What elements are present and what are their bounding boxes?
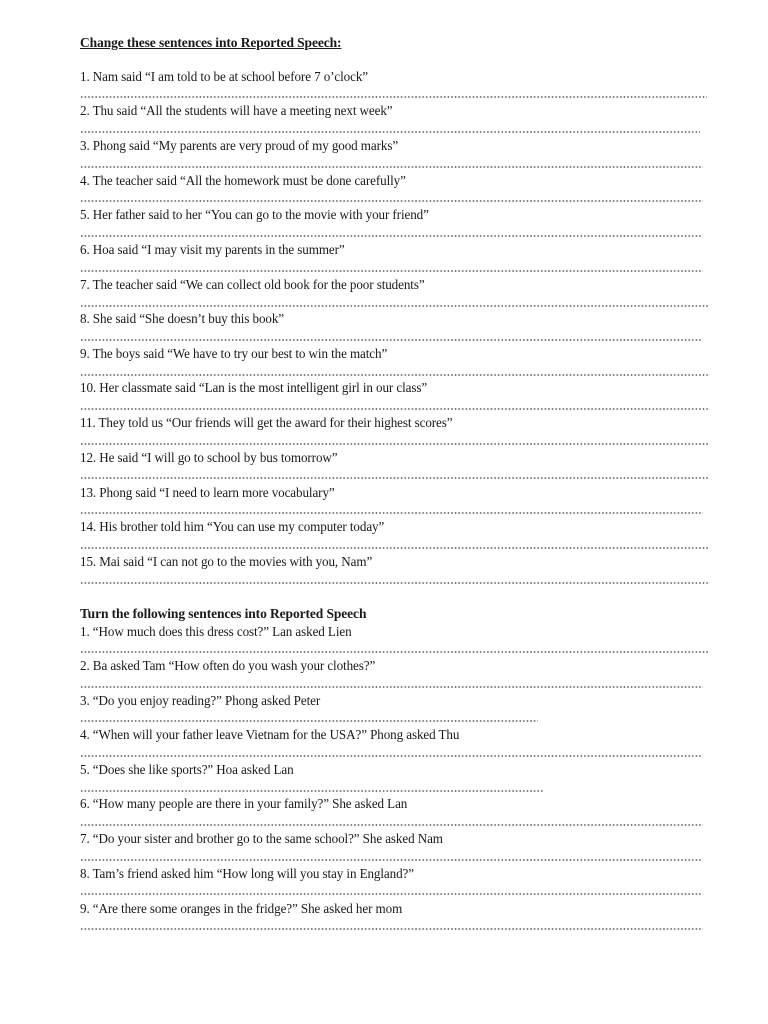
answer-line[interactable] [80, 200, 703, 202]
answer-line[interactable] [80, 790, 543, 792]
answer-line[interactable] [80, 131, 700, 133]
section2-item-9: 9. “Are there some oranges in the fridge?” She asked her mom [80, 901, 403, 916]
answer-line[interactable] [80, 512, 703, 514]
section2-item-8: 8. Tam’s friend asked him “How long will you stay in England?” [80, 866, 414, 881]
section1-item-9: 9. The boys said “We have to try our best to win the match” [80, 346, 388, 361]
answer-line[interactable] [80, 408, 710, 410]
section1-item-1: 1. Nam said “I am told to be at school before 7 o’clock” [80, 69, 369, 84]
answer-line[interactable] [80, 582, 710, 584]
section2-item-2: 2. Ba asked Tam “How often do you wash your clothes?” [80, 658, 376, 673]
answer-line[interactable] [80, 755, 703, 757]
answer-line[interactable] [80, 96, 707, 98]
section1-item-5: 5. Her father said to her “You can go to the movie with your friend” [80, 207, 429, 222]
answer-line[interactable] [80, 270, 703, 272]
answer-line[interactable] [80, 686, 703, 688]
answer-line[interactable] [80, 166, 703, 168]
answer-line[interactable] [80, 547, 710, 549]
answer-line[interactable] [80, 859, 703, 861]
section1-item-2: 2. Thu said “All the students will have a meeting next week” [80, 103, 393, 118]
section1-item-13: 13. Phong said “I need to learn more vocabulary” [80, 485, 335, 500]
answer-line[interactable] [80, 928, 703, 930]
section1-item-11: 11. They told us “Our friends will get the award for their highest scores” [80, 415, 453, 430]
section1-heading: Change these sentences into Reported Speech: [80, 35, 342, 50]
section1-item-8: 8. She said “She doesn’t buy this book” [80, 311, 285, 326]
answer-line[interactable] [80, 893, 703, 895]
section2-item-6: 6. “How many people are there in your family?” She asked Lan [80, 796, 408, 811]
section1-item-15: 15. Mai said “I can not go to the movies with you, Nam” [80, 554, 373, 569]
section2-item-5: 5. “Does she like sports?” Hoa asked Lan [80, 762, 294, 777]
answer-line[interactable] [80, 374, 710, 376]
section1-item-7: 7. The teacher said “We can collect old book for the poor students” [80, 277, 425, 292]
answer-line[interactable] [80, 824, 703, 826]
answer-line[interactable] [80, 339, 703, 341]
section1-item-12: 12. He said “I will go to school by bus tomorrow” [80, 450, 338, 465]
answer-line[interactable] [80, 443, 710, 445]
section1-item-3: 3. Phong said “My parents are very proud of my good marks” [80, 138, 399, 153]
section2-item-7: 7. “Do your sister and brother go to the same school?” She asked Nam [80, 831, 443, 846]
section2-heading: Turn the following sentences into Reported Speech [80, 606, 367, 621]
section1-item-10: 10. Her classmate said “Lan is the most intelligent girl in our class” [80, 380, 428, 395]
section1-item-6: 6. Hoa said “I may visit my parents in the summer” [80, 242, 345, 257]
section2-item-4: 4. “When will your father leave Vietnam for the USA?” Phong asked Thu [80, 727, 460, 742]
answer-line[interactable] [80, 651, 710, 653]
answer-line[interactable] [80, 305, 710, 307]
answer-line[interactable] [80, 477, 710, 479]
section2-item-1: 1. “How much does this dress cost?” Lan asked Lien [80, 624, 352, 639]
answer-line[interactable] [80, 235, 703, 237]
section1-item-4: 4. The teacher said “All the homework must be done carefully” [80, 173, 406, 188]
answer-line[interactable] [80, 720, 538, 722]
section2-item-3: 3. “Do you enjoy reading?” Phong asked Peter [80, 693, 321, 708]
section1-item-14: 14. His brother told him “You can use my computer today” [80, 519, 385, 534]
